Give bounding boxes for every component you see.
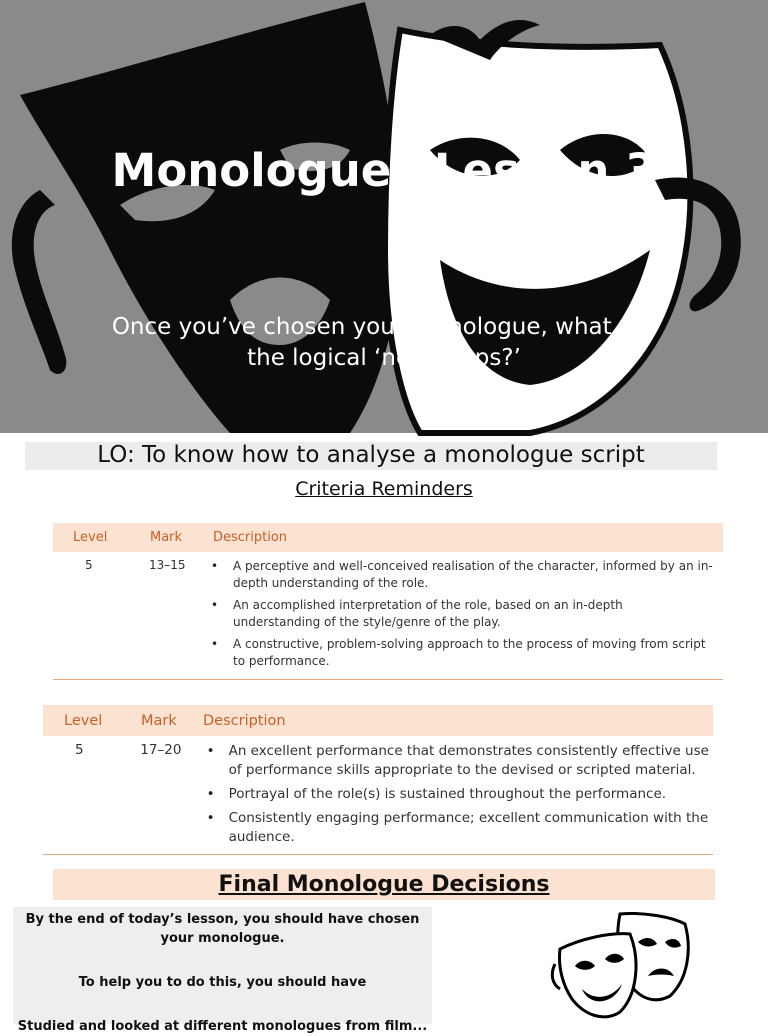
final-decisions-heading: Final Monologue Decisions [218,872,550,897]
description-item: • Portrayal of the role(s) is sustained throughout the performance. [229,785,713,804]
description-item: • A constructive, problem-solving approach to the process of moving from script to performance. [233,636,713,670]
level-cell: 5 [85,558,93,572]
instruction-paragraph: To help you to do this, you should have [78,975,367,990]
instruction-paragraph: By the end of today’s lesson, you should have chosen your monologue. [25,912,420,946]
header-mark: Mark [141,712,177,729]
description-item: • An accomplished interpretation of the role, based on an in-depth understanding of the style/genre of the play. [233,597,713,631]
description-item: • A perceptive and well-conceived realisation of the character, informed by an in-depth understanding of the role. [233,558,713,592]
instructions-box [13,907,432,1034]
description-item: • An excellent performance that demonstrates consistently effective use of performance skills appropriate to the devised or scripted material. [229,742,713,780]
criteria-table-2 [43,705,713,855]
table-row [53,552,723,680]
header-level: Level [73,530,108,545]
mark-cell: 17–20 [140,742,182,758]
table-row [43,736,713,855]
header-level: Level [64,712,103,729]
header-description: Description [203,712,286,729]
criteria-heading: Criteria Reminders [295,478,473,500]
description-item: • Consistently engaging performance; excellent communication with the audience. [229,809,713,847]
header-description: Description [213,530,288,545]
title-slide [0,0,768,433]
table-header [43,705,713,736]
slide-subtitle: Once you’ve chosen your monologue, what are the logical ‘next steps?’ [111,314,657,371]
theatre-masks-icon [550,904,700,1024]
header-mark: Mark [150,530,183,545]
slide-title: Monologues Lesson 3 [111,144,657,197]
level-cell: 5 [75,742,84,758]
learning-objective: LO: To know how to analyse a monologue script [97,442,645,468]
description-cell [202,742,713,852]
mark-cell: 13–15 [149,558,186,572]
table-header [53,523,723,552]
instruction-paragraph: Studied and looked at different monologues from film... [17,1019,428,1034]
description-cell [212,558,713,675]
criteria-table-1 [53,523,723,680]
